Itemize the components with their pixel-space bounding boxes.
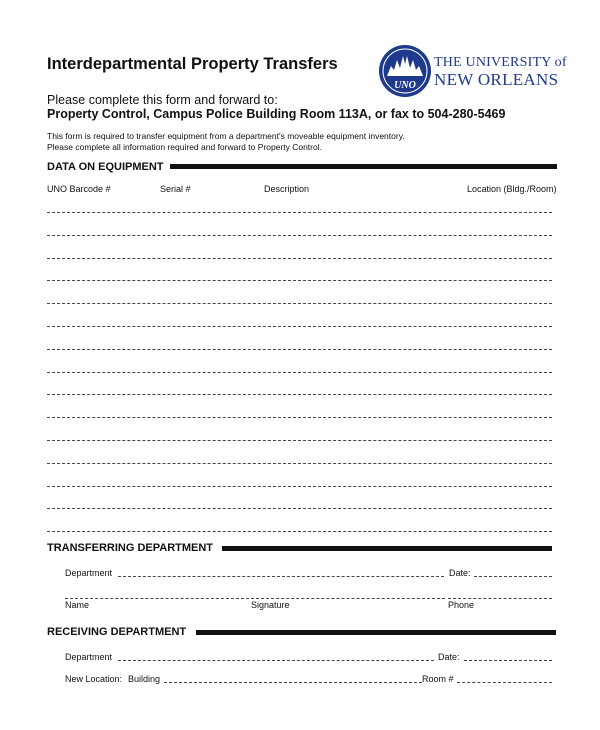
equipment-row-line[interactable] [47, 508, 552, 509]
note-line1: This form is required to transfer equipment from a department's moveable equipment inventory. [47, 131, 405, 141]
transferring-name-field[interactable] [65, 598, 249, 599]
university-name-line1: THE UNIVERSITY of [434, 55, 567, 70]
equipment-row-line[interactable] [47, 372, 552, 373]
building-field[interactable] [164, 682, 422, 683]
transferring-signature-field[interactable] [251, 598, 445, 599]
room-field[interactable] [457, 682, 552, 683]
intro-line2: Property Control, Campus Police Building Room 113A, or fax to 504-280-5469 [47, 107, 506, 121]
receiving-date-label: Date: [438, 652, 460, 662]
form-title: Interdepartmental Property Transfers [47, 55, 338, 73]
transferring-department-field[interactable] [118, 576, 444, 577]
room-label: Room # [422, 674, 454, 684]
transferring-department-label: Department [65, 568, 113, 578]
equipment-row-line[interactable] [47, 258, 552, 259]
transferring-signature-label: Signature [251, 600, 290, 610]
receiving-department-field[interactable] [118, 660, 434, 661]
new-location-label: New Location: [65, 674, 123, 684]
equipment-row-line[interactable] [47, 394, 552, 395]
seal-text: UNO [394, 80, 416, 91]
transferring-phone-label: Phone [448, 600, 475, 610]
equipment-row-line[interactable] [47, 440, 552, 441]
transferring-phone-field[interactable] [448, 598, 552, 599]
transferring-heading: TRANSFERRING DEPARTMENT [47, 542, 214, 554]
equipment-row-line[interactable] [47, 303, 552, 304]
equipment-row-line[interactable] [47, 417, 552, 418]
receiving-section-bar [196, 630, 556, 635]
column-header-barcode: UNO Barcode # [47, 184, 111, 194]
intro-line1: Please complete this form and forward to: [47, 93, 278, 107]
receiving-department-label: Department [65, 652, 113, 662]
column-header-location: Location (Bldg./Room) [467, 184, 557, 194]
receiving-date-field[interactable] [464, 660, 552, 661]
building-label: Building [128, 674, 161, 684]
transferring-name-label: Name [65, 600, 90, 610]
equipment-row-line[interactable] [47, 235, 552, 236]
equipment-row-line[interactable] [47, 326, 552, 327]
transferring-date-label: Date: [449, 568, 471, 578]
university-name-line2: NEW ORLEANS [434, 70, 559, 89]
equipment-row-line[interactable] [47, 349, 552, 350]
equipment-section-bar [170, 164, 557, 169]
column-header-description: Description [264, 184, 310, 194]
column-header-serial: Serial # [160, 184, 191, 194]
note-line2: Please complete all information required and forward to Property Control. [47, 142, 322, 152]
equipment-row-line[interactable] [47, 280, 552, 281]
equipment-row-line[interactable] [47, 463, 552, 464]
equipment-heading: DATA ON EQUIPMENT [47, 161, 164, 173]
transferring-section-bar [222, 546, 552, 551]
equipment-row-line[interactable] [47, 531, 552, 532]
receiving-heading: RECEIVING DEPARTMENT [47, 626, 187, 638]
uno-seal-icon [377, 44, 433, 98]
equipment-row-line[interactable] [47, 212, 552, 213]
transferring-date-field[interactable] [474, 576, 552, 577]
equipment-row-line[interactable] [47, 486, 552, 487]
